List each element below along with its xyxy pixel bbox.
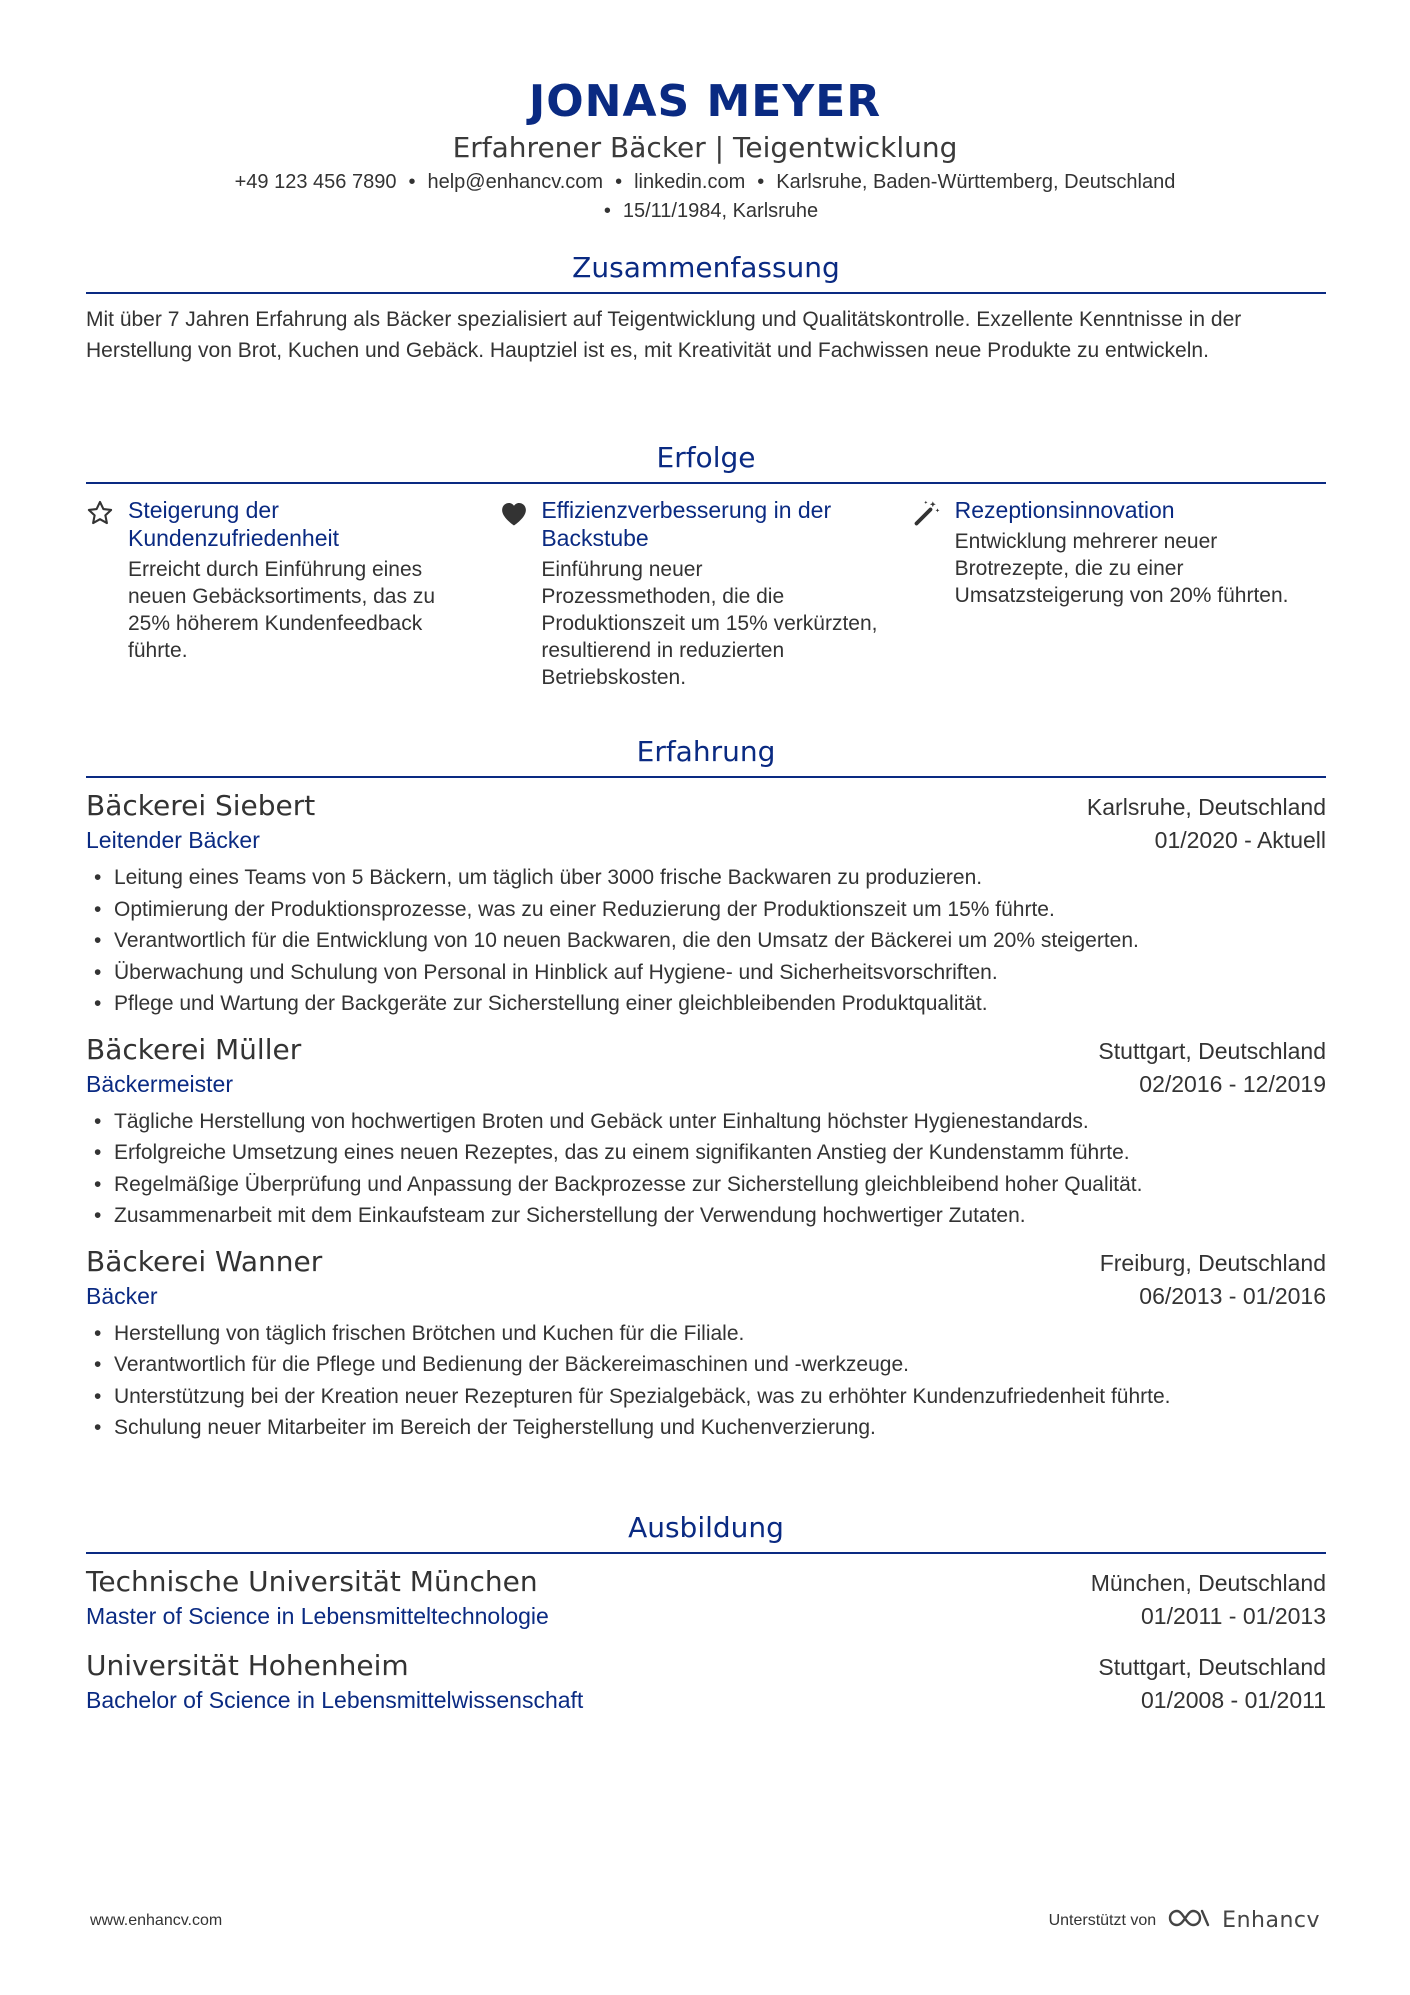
employer-name: Bäckerei Wanner: [86, 1244, 323, 1278]
candidate-headline: Erfahrener Bäcker | Teigentwicklung: [452, 131, 958, 164]
education-section: [86, 1510, 1326, 1716]
achievement-item: [913, 496, 1326, 691]
section-title-experience: Erfahrung: [86, 734, 1326, 778]
experience-entry: [86, 1032, 1326, 1232]
separator-dot: •: [757, 171, 765, 193]
separator-dot: •: [408, 171, 416, 193]
job-title: Bäckermeister: [86, 1070, 233, 1097]
bullet-item: • Erfolgreiche Umsetzung eines neuen Rezeptes, das zu einem signifikanten Anstieg der Kundenstamm führte.: [86, 1137, 1326, 1169]
job-title: Leitender Bäcker: [86, 827, 260, 853]
education-entry: [86, 1564, 1326, 1632]
school-location: München, Deutschland: [1090, 1570, 1326, 1596]
bullet-item: • Zusammenarbeit mit dem Einkaufsteam zur Sicherstellung der Verwendung hochwertiger Zutaten.: [86, 1200, 1326, 1232]
achievement-title: Steigerung der Kundenzufriedenheit: [128, 497, 339, 551]
birth-text: 15/11/1984, Karlsruhe: [622, 200, 819, 222]
bullet-item: • Verantwortlich für die Entwicklung von 10 neuen Backwaren, die den Umsatz der Bäckerei um 20% steigerten.: [86, 925, 1326, 957]
summary-section: [86, 250, 1326, 366]
powered-by: [1049, 1906, 1320, 1935]
powered-by-label: Unterstützt von: [1048, 1911, 1157, 1929]
experience-entry: [86, 1244, 1326, 1444]
degree-title: Master of Science in Lebensmitteltechnologie: [86, 1603, 549, 1629]
achievement-description: Einführung neuer Prozessmethoden, die die Produktionszeit um 15% verkürzten, resultierend in reduzierten Betriebskosten.: [541, 558, 878, 689]
bullet-item: • Verantwortlich für die Pflege und Bedienung der Bäckereimaschinen und -werkzeuge.: [86, 1349, 1326, 1381]
education-entry: [86, 1648, 1326, 1716]
degree-dates: 01/2011 - 01/2013: [1140, 1603, 1326, 1629]
separator-dot: •: [603, 200, 611, 222]
achievement-title: Rezeptionsinnovation: [954, 497, 1175, 523]
job-title: Bäcker: [86, 1282, 158, 1309]
achievements-section: [86, 440, 1326, 691]
location-text: Karlsruhe, Baden-Württemberg, Deutschland: [776, 171, 1176, 193]
section-title-summary: Zusammenfassung: [86, 250, 1326, 294]
experience-entry: [86, 788, 1326, 1020]
page-footer: [90, 1906, 1320, 1935]
heart-icon: [499, 496, 541, 691]
achievement-item: [499, 496, 912, 691]
job-dates: 01/2020 - Aktuell: [1154, 827, 1326, 853]
website-link[interactable]: www.enhancv.com: [90, 1911, 223, 1929]
bullet-item: • Optimierung der Produktionsprozesse, was zu einer Reduzierung der Produktionszeit um 15% führte.: [86, 894, 1326, 926]
job-dates: 06/2013 - 01/2016: [1139, 1282, 1326, 1309]
experience-section: [86, 734, 1326, 1444]
achievement-description: Erreicht durch Einführung eines neuen Gebäcksortiments, das zu 25% höherem Kundenfeedback führte.: [128, 558, 436, 662]
resume-header: [0, 0, 1410, 226]
bullet-item: • Leitung eines Teams von 5 Bäckern, um täglich über 3000 frische Backwaren zu produzieren.: [86, 862, 1326, 894]
employer-location: Karlsruhe, Deutschland: [1086, 794, 1326, 820]
magic-wand-icon: [913, 496, 955, 691]
bullet-item: • Unterstützung bei der Kreation neuer Rezepturen für Spezialgebäck, was zu erhöhter Kundenzufriedenheit führte.: [86, 1381, 1326, 1413]
employer-name: Bäckerei Siebert: [86, 789, 316, 822]
job-dates: 02/2016 - 12/2019: [1139, 1070, 1326, 1097]
section-title-achievements: Erfolge: [86, 440, 1326, 484]
employer-name: Bäckerei Müller: [86, 1032, 302, 1066]
bullet-item: • Überwachung und Schulung von Personal in Hinblick auf Hygiene- und Sicherheitsvorschriften.: [86, 957, 1326, 989]
degree-dates: 01/2008 - 01/2011: [1140, 1687, 1326, 1713]
candidate-name: JONAS MEYER: [528, 76, 882, 127]
section-title-education: Ausbildung: [86, 1510, 1326, 1554]
job-bullets: [86, 1106, 1326, 1232]
achievement-item: [86, 496, 499, 691]
school-name: Universität Hohenheim: [86, 1649, 409, 1682]
employer-location: Freiburg, Deutschland: [1099, 1249, 1326, 1276]
job-bullets: [86, 862, 1326, 1020]
enhancv-logo-icon: [1166, 1906, 1212, 1935]
job-bullets: [86, 1318, 1326, 1444]
bullet-item: • Tägliche Herstellung von hochwertigen Broten und Gebäck unter Einhaltung höchster Hygienestandards.: [86, 1106, 1326, 1138]
degree-title: Bachelor of Science in Lebensmittelwissenschaft: [86, 1687, 584, 1713]
bullet-item: • Regelmäßige Überprüfung und Anpassung der Backprozesse zur Sicherstellung gleichbleibend hoher Qualität.: [86, 1169, 1326, 1201]
phone-text: +49 123 456 7890: [234, 171, 397, 193]
bullet-item: • Schulung neuer Mitarbeiter im Bereich der Teigherstellung und Kuchenverzierung.: [86, 1412, 1326, 1444]
bullet-item: • Herstellung von täglich frischen Brötchen und Kuchen für die Filiale.: [86, 1318, 1326, 1350]
linkedin-link[interactable]: linkedin.com: [634, 171, 746, 193]
summary-text: Mit über 7 Jahren Erfahrung als Bäcker spezialisiert auf Teigentwicklung und Qualitätskontrolle. Exzellente Kenntnisse in der Herstellung von Brot, Kuchen und Gebäck. Hauptziel ist es, mit Kreativität und Fachwissen neue Produkte zu entwickeln.: [86, 308, 1242, 362]
achievement-description: Entwicklung mehrerer neuer Brotrezepte, die zu einer Umsatzsteigerung von 20% führten.: [954, 530, 1289, 607]
separator-dot: •: [615, 171, 623, 193]
brand-name: Enhancv: [1222, 1908, 1320, 1933]
email-link[interactable]: help@enhancv.com: [427, 171, 604, 193]
school-name: Technische Universität München: [86, 1565, 538, 1598]
star-icon: [86, 496, 128, 691]
achievement-title: Effizienzverbesserung in der Backstube: [541, 497, 832, 551]
employer-location: Stuttgart, Deutschland: [1098, 1037, 1326, 1064]
contact-line: [155, 168, 1255, 226]
school-location: Stuttgart, Deutschland: [1098, 1654, 1326, 1680]
bullet-item: • Pflege und Wartung der Backgeräte zur Sicherstellung einer gleichbleibenden Produktqualität.: [86, 988, 1326, 1020]
